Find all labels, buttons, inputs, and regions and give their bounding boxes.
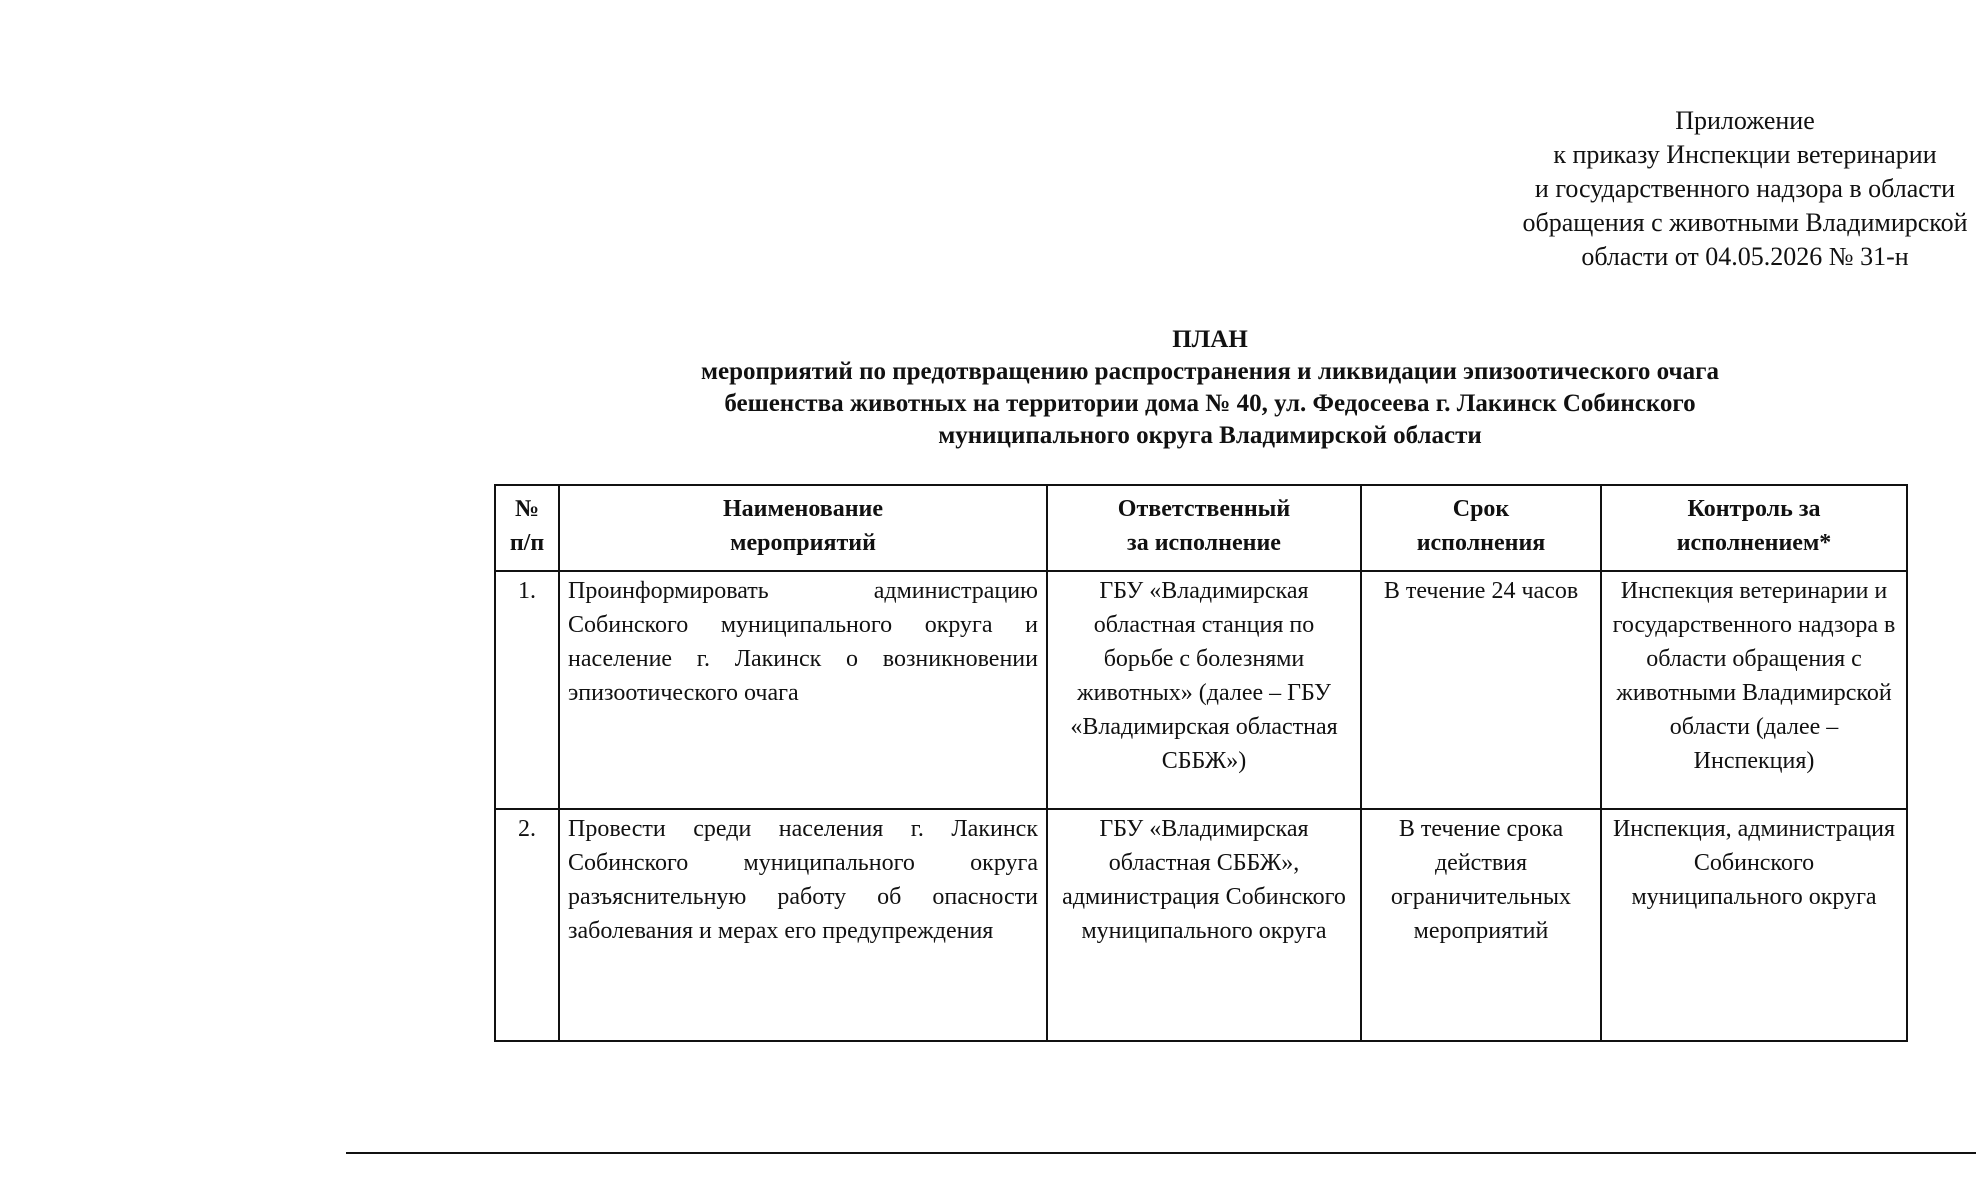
header-control-line2: исполнением* — [1676, 530, 1832, 556]
appendix-line: обращения с животными Владимирской — [1522, 208, 1968, 237]
plan-subtitle-line: мероприятий по предотвращению распространения и ликвидации эпизоотического очага — [700, 358, 1719, 385]
appendix-line: к приказу Инспекции ветеринарии — [1553, 140, 1937, 169]
row-num: 1. — [495, 571, 559, 809]
appendix-header — [1380, 104, 1976, 274]
plan-title: ПЛАН — [1172, 326, 1248, 353]
appendix-line: Приложение — [1675, 106, 1815, 135]
plan-subtitle-line: бешенства животных на территории дома № 40, ул. Федосеева г. Лакинск Собинского — [724, 390, 1696, 417]
header-num-line2: п/п — [509, 530, 545, 556]
header-responsible-line2: за исполнение — [1127, 530, 1281, 556]
header-num-line1: № — [514, 496, 540, 522]
header-term-line1: Срок — [1452, 496, 1510, 522]
row-num: 2. — [495, 809, 559, 1041]
header-term-line2: исполнения — [1416, 530, 1546, 556]
row-term: В течение 24 часов — [1361, 571, 1601, 809]
table-row — [495, 809, 1907, 1041]
header-responsible-line1: Ответственный — [1117, 496, 1291, 522]
plan-heading — [560, 324, 1860, 452]
header-term — [1361, 485, 1601, 571]
plan-table — [494, 484, 1908, 1042]
footer-divider — [346, 1152, 1976, 1154]
row-responsible: ГБУ «Владимирская областная СББЖ», администрация Собинского муниципального округа — [1047, 809, 1361, 1041]
appendix-line: и государственного надзора в области — [1534, 174, 1956, 203]
row-responsible: ГБУ «Владимирская областная станция по борьбе с болезнями животных» (далее – ГБУ «Владимирская областная СББЖ») — [1047, 571, 1361, 809]
row-term: В течение срока действия ограничительных мероприятий — [1361, 809, 1601, 1041]
header-name-line2: мероприятий — [730, 530, 876, 556]
row-name: Провести среди населения г. Лакинск Собинского муниципального округа разъяснительную работу об опасности заболевания и мерах его предупреждения — [559, 809, 1047, 1041]
header-name — [559, 485, 1047, 571]
plan-subtitle-line: муниципального округа Владимирской области — [938, 422, 1482, 449]
header-responsible — [1047, 485, 1361, 571]
row-name: Проинформировать администрацию Собинского муниципального округа и население г. Лакинск о возникновении эпизоотического очага — [559, 571, 1047, 809]
header-name-line1: Наименование — [723, 496, 883, 522]
header-num — [495, 485, 559, 571]
row-control: Инспекция ветеринарии и государственного надзора в области обращения с животными Владимирской области (далее – Инспекция) — [1601, 571, 1907, 809]
table-row — [495, 571, 1907, 809]
row-control: Инспекция, администрация Собинского муниципального округа — [1601, 809, 1907, 1041]
header-control-line1: Контроль за — [1687, 496, 1821, 522]
table-header-row — [495, 485, 1907, 571]
appendix-line: области от 04.05.2026 № 31-н — [1581, 242, 1909, 271]
header-control — [1601, 485, 1907, 571]
